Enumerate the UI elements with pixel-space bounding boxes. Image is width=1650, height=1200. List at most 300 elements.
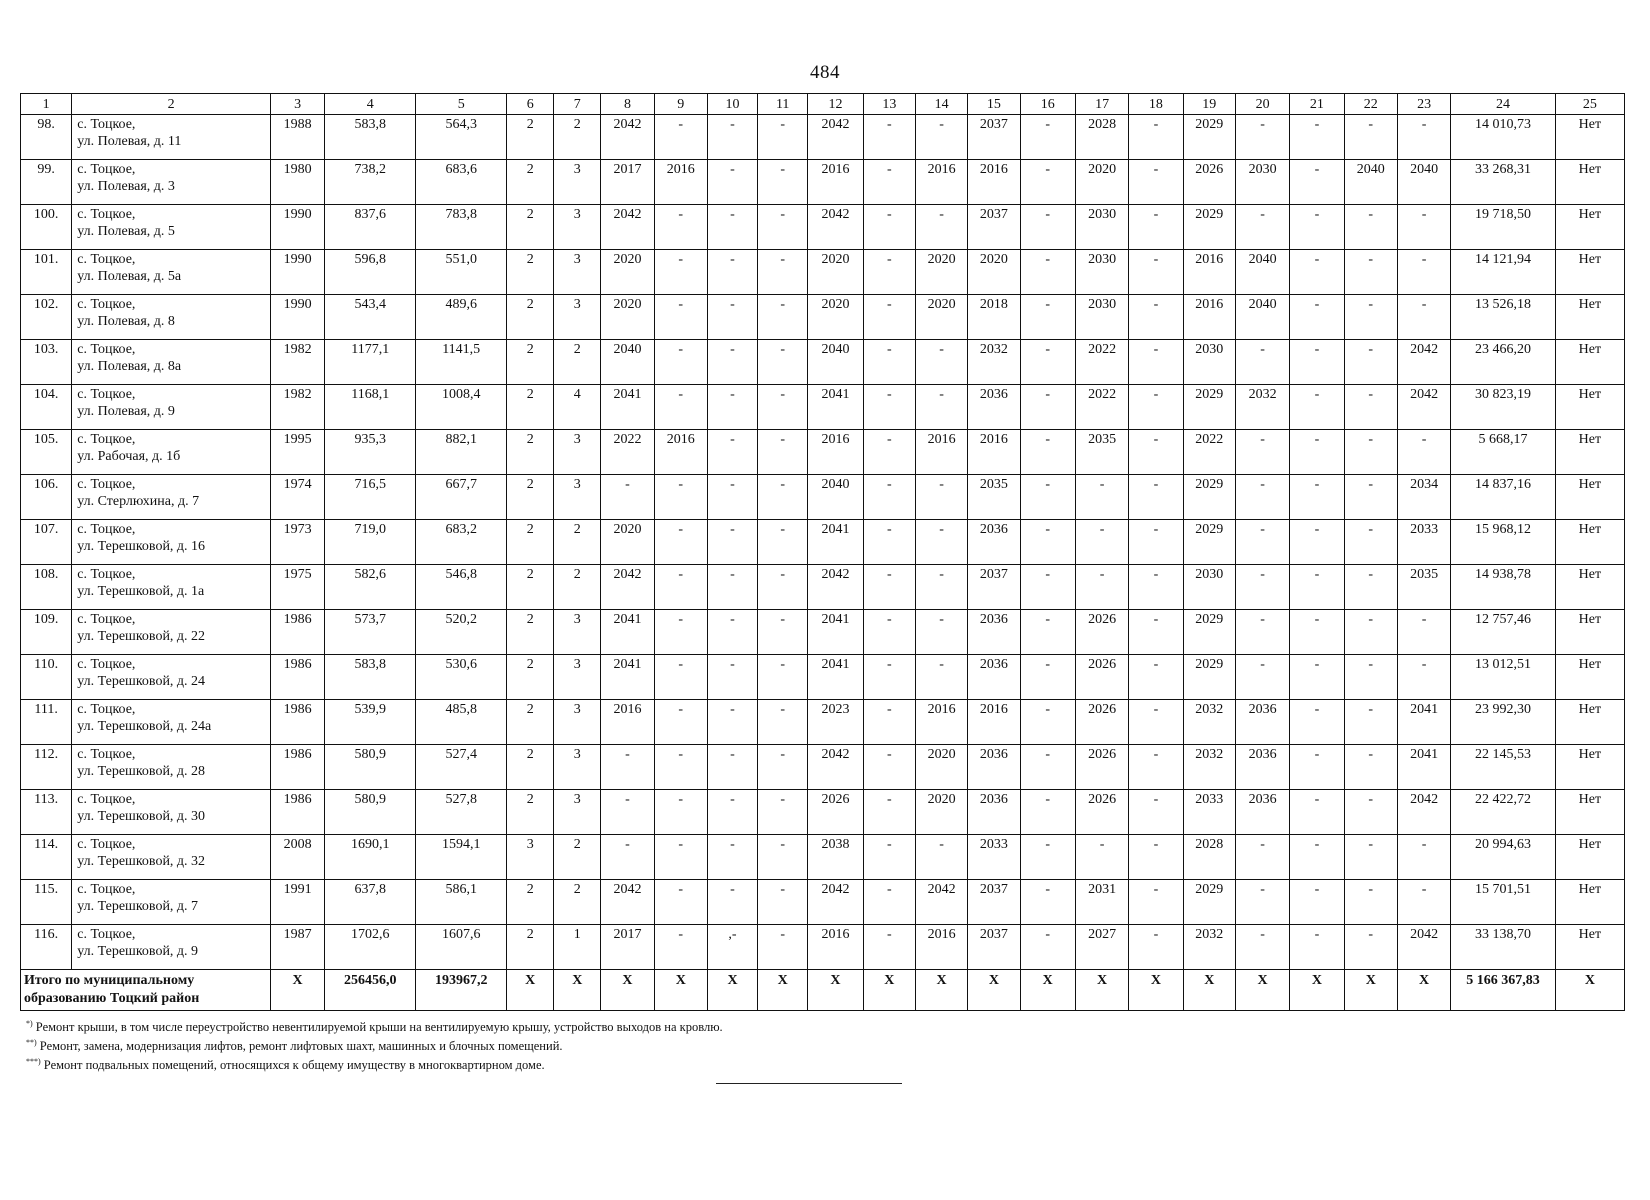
table-cell: - xyxy=(654,250,707,295)
table-cell: 2 xyxy=(507,160,554,205)
table-cell: - xyxy=(654,880,707,925)
table-cell: 1986 xyxy=(270,610,324,655)
table-cell: 1986 xyxy=(270,790,324,835)
table-cell: 2022 xyxy=(601,430,654,475)
address-cell xyxy=(72,790,271,835)
table-cell: 2042 xyxy=(1397,925,1450,970)
table-cell: 3 xyxy=(554,160,601,205)
table-cell: 2033 xyxy=(1183,790,1235,835)
table-cell: Нет xyxy=(1555,745,1624,790)
table-cell: 2040 xyxy=(1235,250,1289,295)
table-cell: - xyxy=(863,610,915,655)
table-cell: 2022 xyxy=(1075,385,1128,430)
address-settlement: с. Тоцкое, xyxy=(77,477,136,492)
table-cell: 2036 xyxy=(1235,790,1289,835)
table-cell: - xyxy=(1290,160,1344,205)
column-number-header: 23 xyxy=(1397,94,1450,115)
table-cell: 23 992,30 xyxy=(1451,700,1556,745)
table-cell: - xyxy=(1290,790,1344,835)
table-cell: 2016 xyxy=(968,430,1020,475)
total-cell: X xyxy=(915,970,967,1011)
address-street: ул. Полевая, д. 8а xyxy=(77,359,182,374)
table-cell: 2036 xyxy=(1235,745,1289,790)
table-cell: 2016 xyxy=(915,430,967,475)
address-cell xyxy=(72,295,271,340)
total-cell: X xyxy=(1075,970,1128,1011)
table-cell: 2008 xyxy=(270,835,324,880)
table-cell: 2016 xyxy=(601,700,654,745)
table-cell: 2041 xyxy=(1397,745,1450,790)
table-cell: - xyxy=(863,565,915,610)
table-cell: - xyxy=(1129,835,1183,880)
table-cell: 527,4 xyxy=(416,745,507,790)
address-street: ул. Терешковой, д. 22 xyxy=(77,629,206,644)
table-cell: 2041 xyxy=(601,655,654,700)
table-cell: - xyxy=(1020,700,1075,745)
table-cell: - xyxy=(758,385,808,430)
table-row xyxy=(21,655,1625,700)
table-cell: - xyxy=(1020,250,1075,295)
table-cell: - xyxy=(654,745,707,790)
table-cell: 2029 xyxy=(1183,205,1235,250)
table-cell: - xyxy=(915,340,967,385)
row-number: 106. xyxy=(21,475,72,520)
table-cell: 2016 xyxy=(654,430,707,475)
table-cell: 2041 xyxy=(808,385,863,430)
address-settlement: с. Тоцкое, xyxy=(77,567,136,582)
table-cell: 3 xyxy=(554,205,601,250)
table-cell: 2040 xyxy=(1235,295,1289,340)
address-cell xyxy=(72,520,271,565)
table-cell: - xyxy=(707,160,757,205)
column-number-header: 12 xyxy=(808,94,863,115)
table-cell: Нет xyxy=(1555,205,1624,250)
table-cell: 1990 xyxy=(270,205,324,250)
address-cell xyxy=(72,115,271,160)
end-rule xyxy=(716,1083,902,1084)
table-cell: - xyxy=(1235,520,1289,565)
table-row xyxy=(21,340,1625,385)
table-cell: 2036 xyxy=(968,520,1020,565)
table-cell: 2037 xyxy=(968,880,1020,925)
table-cell: 3 xyxy=(554,610,601,655)
table-cell: - xyxy=(654,340,707,385)
total-cell: 256456,0 xyxy=(325,970,416,1011)
table-cell: 13 012,51 xyxy=(1451,655,1556,700)
table-cell: - xyxy=(758,520,808,565)
table-cell: 2 xyxy=(507,700,554,745)
address-street: ул. Терешковой, д. 24 xyxy=(77,674,206,689)
table-cell: - xyxy=(863,115,915,160)
address-cell xyxy=(72,655,271,700)
row-number: 100. xyxy=(21,205,72,250)
table-cell: - xyxy=(1344,880,1397,925)
table-cell: 2042 xyxy=(808,205,863,250)
table-cell: - xyxy=(1344,430,1397,475)
table-cell: 719,0 xyxy=(325,520,416,565)
table-cell: 2042 xyxy=(601,115,654,160)
table-cell: - xyxy=(915,115,967,160)
table-cell: 2036 xyxy=(968,610,1020,655)
table-cell: - xyxy=(1235,115,1289,160)
row-number: 111. xyxy=(21,700,72,745)
total-cell: X xyxy=(1183,970,1235,1011)
table-cell: - xyxy=(1290,565,1344,610)
table-row xyxy=(21,745,1625,790)
table-cell: - xyxy=(1344,610,1397,655)
table-cell: 15 968,12 xyxy=(1451,520,1556,565)
table-cell: 5 668,17 xyxy=(1451,430,1556,475)
table-cell: - xyxy=(1344,475,1397,520)
table-cell: 2027 xyxy=(1075,925,1128,970)
table-cell: 2030 xyxy=(1075,250,1128,295)
table-cell: - xyxy=(758,745,808,790)
table-cell: 33 268,31 xyxy=(1451,160,1556,205)
table-cell: - xyxy=(1290,700,1344,745)
table-cell: 19 718,50 xyxy=(1451,205,1556,250)
table-cell: - xyxy=(1290,340,1344,385)
table-cell: - xyxy=(1397,835,1450,880)
table-cell: - xyxy=(1129,295,1183,340)
table-cell: - xyxy=(1397,295,1450,340)
table-row xyxy=(21,250,1625,295)
table-cell: - xyxy=(1235,475,1289,520)
table-cell: 2030 xyxy=(1075,295,1128,340)
table-cell: 1982 xyxy=(270,385,324,430)
table-cell: 13 526,18 xyxy=(1451,295,1556,340)
total-cell: X xyxy=(507,970,554,1011)
table-cell: 1980 xyxy=(270,160,324,205)
address-street: ул. Терешковой, д. 28 xyxy=(77,764,206,779)
table-cell: - xyxy=(863,295,915,340)
table-cell: 2026 xyxy=(1183,160,1235,205)
table-cell: - xyxy=(601,835,654,880)
table-cell: 582,6 xyxy=(325,565,416,610)
address-street: ул. Полевая, д. 5а xyxy=(77,269,182,284)
table-cell: - xyxy=(1020,655,1075,700)
table-cell: 583,8 xyxy=(325,115,416,160)
table-cell: 2016 xyxy=(808,925,863,970)
column-number-header: 21 xyxy=(1290,94,1344,115)
table-cell: - xyxy=(863,475,915,520)
column-number-header: 24 xyxy=(1451,94,1556,115)
address-street: ул. Терешковой, д. 7 xyxy=(77,899,199,914)
table-cell: 2020 xyxy=(915,790,967,835)
row-number: 112. xyxy=(21,745,72,790)
table-cell: - xyxy=(1020,475,1075,520)
table-cell: Нет xyxy=(1555,835,1624,880)
table-cell: 15 701,51 xyxy=(1451,880,1556,925)
table-cell: 2020 xyxy=(915,745,967,790)
footnote-text: Ремонт, замена, модернизация лифтов, ремонт лифтовых шахт, машинных и блочных помещений. xyxy=(39,1039,563,1054)
table-cell: 2030 xyxy=(1183,565,1235,610)
row-number: 116. xyxy=(21,925,72,970)
table-cell: 520,2 xyxy=(416,610,507,655)
table-cell: - xyxy=(758,205,808,250)
table-cell: - xyxy=(1397,880,1450,925)
table-cell: - xyxy=(654,295,707,340)
table-cell: 1986 xyxy=(270,700,324,745)
table-cell: - xyxy=(1020,565,1075,610)
table-cell: - xyxy=(1290,475,1344,520)
table-cell: - xyxy=(1344,835,1397,880)
column-number-header: 2 xyxy=(72,94,271,115)
table-cell: 716,5 xyxy=(325,475,416,520)
table-cell: - xyxy=(1235,925,1289,970)
table-cell: 2020 xyxy=(915,250,967,295)
table-cell: Нет xyxy=(1555,565,1624,610)
row-number: 115. xyxy=(21,880,72,925)
table-cell: 2029 xyxy=(1183,385,1235,430)
row-number: 113. xyxy=(21,790,72,835)
table-cell: 667,7 xyxy=(416,475,507,520)
table-cell: - xyxy=(1129,925,1183,970)
table-cell: - xyxy=(654,835,707,880)
total-cell: X xyxy=(1020,970,1075,1011)
table-cell: - xyxy=(915,655,967,700)
table-cell: 2016 xyxy=(915,700,967,745)
footnote-text: Ремонт подвальных помещений, относящихся к общему имуществу в многоквартирном доме. xyxy=(43,1058,545,1073)
table-cell: - xyxy=(1290,520,1344,565)
table-cell: - xyxy=(1397,205,1450,250)
address-cell xyxy=(72,160,271,205)
column-number-header: 22 xyxy=(1344,94,1397,115)
table-cell: 1990 xyxy=(270,250,324,295)
table-cell: 14 938,78 xyxy=(1451,565,1556,610)
table-cell: 2032 xyxy=(1235,385,1289,430)
table-cell: - xyxy=(601,745,654,790)
table-cell: 2036 xyxy=(968,745,1020,790)
total-cell: X xyxy=(1129,970,1183,1011)
table-cell: Нет xyxy=(1555,340,1624,385)
table-cell: 683,2 xyxy=(416,520,507,565)
table-cell: 2032 xyxy=(968,340,1020,385)
table-cell: 2 xyxy=(507,205,554,250)
table-cell: 3 xyxy=(554,745,601,790)
table-cell: - xyxy=(654,700,707,745)
table-cell: 2016 xyxy=(1183,295,1235,340)
total-cell: X xyxy=(968,970,1020,1011)
table-cell: - xyxy=(758,295,808,340)
table-cell: - xyxy=(1020,295,1075,340)
table-cell: 2029 xyxy=(1183,475,1235,520)
table-cell: - xyxy=(1344,385,1397,430)
table-cell: - xyxy=(1020,115,1075,160)
table-cell: 1987 xyxy=(270,925,324,970)
table-cell: 580,9 xyxy=(325,745,416,790)
table-cell: - xyxy=(1020,835,1075,880)
table-cell: - xyxy=(654,475,707,520)
table-cell: - xyxy=(1129,430,1183,475)
table-cell: Нет xyxy=(1555,925,1624,970)
table-cell: 2022 xyxy=(1075,340,1128,385)
column-number-header: 7 xyxy=(554,94,601,115)
address-street: ул. Терешковой, д. 16 xyxy=(77,539,206,554)
table-cell: - xyxy=(758,475,808,520)
table-cell: 1990 xyxy=(270,295,324,340)
table-cell: 2035 xyxy=(1397,565,1450,610)
table-cell: - xyxy=(1290,295,1344,340)
table-cell: - xyxy=(915,205,967,250)
table-cell: 3 xyxy=(554,295,601,340)
table-cell: - xyxy=(1020,790,1075,835)
table-cell: 583,8 xyxy=(325,655,416,700)
table-row xyxy=(21,790,1625,835)
table-cell: 1986 xyxy=(270,745,324,790)
address-street: ул. Терешковой, д. 24а xyxy=(77,719,212,734)
table-cell: - xyxy=(1129,700,1183,745)
table-cell: - xyxy=(863,430,915,475)
table-cell: - xyxy=(1290,205,1344,250)
table-cell: - xyxy=(1235,610,1289,655)
table-cell: 14 837,16 xyxy=(1451,475,1556,520)
table-cell: 3 xyxy=(554,475,601,520)
table-cell: 2020 xyxy=(968,250,1020,295)
column-number-header: 4 xyxy=(325,94,416,115)
table-cell: - xyxy=(1129,115,1183,160)
table-cell: Нет xyxy=(1555,655,1624,700)
table-cell: 2042 xyxy=(808,880,863,925)
table-cell: 2 xyxy=(507,475,554,520)
address-cell xyxy=(72,565,271,610)
column-number-header: 16 xyxy=(1020,94,1075,115)
table-cell: - xyxy=(1129,340,1183,385)
table-cell: Нет xyxy=(1555,250,1624,295)
address-cell xyxy=(72,250,271,295)
table-cell: - xyxy=(654,925,707,970)
address-street: ул. Рабочая, д. 1б xyxy=(77,449,181,464)
table-cell: 2 xyxy=(507,565,554,610)
table-cell: - xyxy=(1020,205,1075,250)
address-cell xyxy=(72,340,271,385)
table-cell: 2042 xyxy=(808,565,863,610)
table-cell: 546,8 xyxy=(416,565,507,610)
address-cell xyxy=(72,700,271,745)
table-cell: 539,9 xyxy=(325,700,416,745)
table-row xyxy=(21,700,1625,745)
row-number: 109. xyxy=(21,610,72,655)
table-cell: 2 xyxy=(507,250,554,295)
table-cell: 2030 xyxy=(1235,160,1289,205)
table-cell: - xyxy=(863,880,915,925)
table-cell: - xyxy=(863,925,915,970)
table-cell: 2023 xyxy=(808,700,863,745)
address-settlement: с. Тоцкое, xyxy=(77,837,136,852)
table-cell: 1988 xyxy=(270,115,324,160)
table-cell: - xyxy=(915,385,967,430)
address-street: ул. Полевая, д. 3 xyxy=(77,179,175,194)
table-cell: - xyxy=(1290,925,1344,970)
table-cell: - xyxy=(758,160,808,205)
table-cell: - xyxy=(1075,520,1128,565)
table-row xyxy=(21,925,1625,970)
table-cell: 1141,5 xyxy=(416,340,507,385)
total-cell: X xyxy=(554,970,601,1011)
total-row xyxy=(21,970,1625,1011)
address-cell xyxy=(72,430,271,475)
table-cell: 489,6 xyxy=(416,295,507,340)
table-cell: 2038 xyxy=(808,835,863,880)
table-cell: - xyxy=(1020,520,1075,565)
table-cell: - xyxy=(654,565,707,610)
table-cell: 580,9 xyxy=(325,790,416,835)
total-cell: X xyxy=(707,970,757,1011)
address-settlement: с. Тоцкое, xyxy=(77,252,136,267)
table-cell: - xyxy=(1020,745,1075,790)
table-cell: Нет xyxy=(1555,295,1624,340)
table-cell: - xyxy=(758,610,808,655)
address-cell xyxy=(72,745,271,790)
table-cell: 527,8 xyxy=(416,790,507,835)
table-cell: 2042 xyxy=(1397,340,1450,385)
table-cell: - xyxy=(1129,610,1183,655)
table-cell: - xyxy=(707,790,757,835)
table-cell: 2042 xyxy=(601,565,654,610)
table-row xyxy=(21,610,1625,655)
table-cell: - xyxy=(1129,565,1183,610)
table-cell: - xyxy=(863,250,915,295)
table-cell: 2026 xyxy=(1075,745,1128,790)
table-cell: - xyxy=(1344,655,1397,700)
table-cell: 2030 xyxy=(1075,205,1128,250)
footnotes xyxy=(26,1016,723,1073)
table-cell: 2 xyxy=(554,340,601,385)
table-cell: 2 xyxy=(507,340,554,385)
total-cell: X xyxy=(1290,970,1344,1011)
table-cell: - xyxy=(863,385,915,430)
address-cell xyxy=(72,925,271,970)
table-cell: 2028 xyxy=(1183,835,1235,880)
table-cell: 2016 xyxy=(808,160,863,205)
table-cell: - xyxy=(758,565,808,610)
table-cell: 2032 xyxy=(1183,700,1235,745)
table-cell: 3 xyxy=(554,250,601,295)
row-number: 103. xyxy=(21,340,72,385)
table-cell: - xyxy=(1397,115,1450,160)
table-cell: 2037 xyxy=(968,565,1020,610)
address-cell xyxy=(72,385,271,430)
address-street: ул. Терешковой, д. 30 xyxy=(77,809,206,824)
table-cell: 2020 xyxy=(601,250,654,295)
table-cell: - xyxy=(1397,250,1450,295)
table-cell: 2040 xyxy=(808,475,863,520)
address-street: ул. Терешковой, д. 32 xyxy=(77,854,206,869)
table-cell: 837,6 xyxy=(325,205,416,250)
column-number-header: 5 xyxy=(416,94,507,115)
table-cell: - xyxy=(654,205,707,250)
column-number-header: 20 xyxy=(1235,94,1289,115)
table-cell: - xyxy=(1075,565,1128,610)
table-cell: - xyxy=(758,700,808,745)
table-cell: - xyxy=(707,475,757,520)
table-cell: 2016 xyxy=(915,160,967,205)
table-cell: - xyxy=(1290,385,1344,430)
table-cell: Нет xyxy=(1555,115,1624,160)
table-cell: 2 xyxy=(554,880,601,925)
address-settlement: с. Тоцкое, xyxy=(77,792,136,807)
table-cell: - xyxy=(863,655,915,700)
table-cell: - xyxy=(1290,745,1344,790)
table-cell: 2042 xyxy=(1397,790,1450,835)
table-cell: - xyxy=(863,790,915,835)
table-cell: 2029 xyxy=(1183,880,1235,925)
table-cell: 2030 xyxy=(1183,340,1235,385)
table-cell: 543,4 xyxy=(325,295,416,340)
table-cell: 1995 xyxy=(270,430,324,475)
table-cell: - xyxy=(654,655,707,700)
table-cell: 2016 xyxy=(654,160,707,205)
column-number-header: 11 xyxy=(758,94,808,115)
